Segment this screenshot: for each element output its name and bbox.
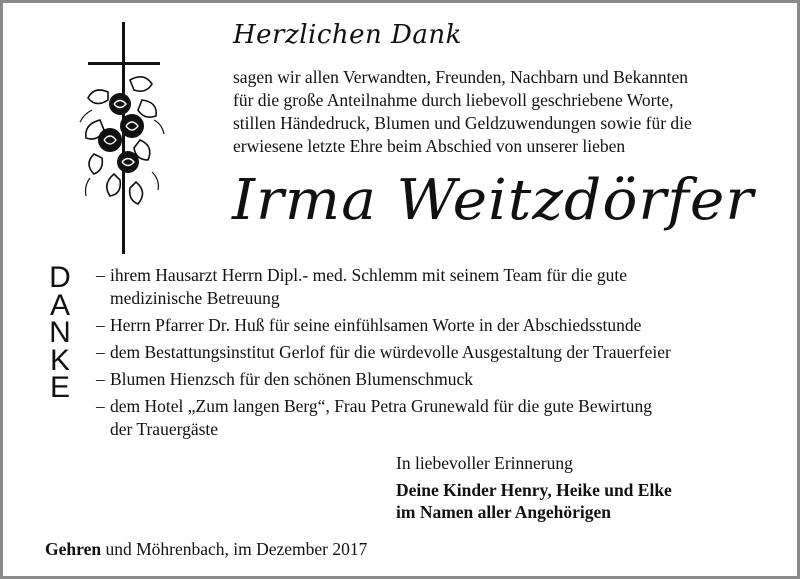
thanks-line: dem Bestattungsinstitut Gerlof für die würdevolle Ausgestaltung der Trauerfeier <box>110 342 671 362</box>
intro-line: für die große Anteilnahme durch liebevoll geschriebene Worte, <box>233 90 674 110</box>
dash: – <box>96 396 105 416</box>
dash: – <box>96 369 105 389</box>
footer-place-date <box>45 538 367 560</box>
danke-letter: A <box>49 288 70 322</box>
memory-line: In liebevoller Erinnerung <box>396 453 573 473</box>
thanks-line: der Trauergäste <box>110 419 219 439</box>
deceased-name: Irma Weitzdörfer <box>232 168 755 233</box>
danke-letter: K <box>49 343 70 377</box>
intro-text <box>233 66 763 158</box>
heading-thanks: Herzlichen Dank <box>233 20 462 50</box>
thanks-item <box>96 341 776 364</box>
dash: – <box>96 265 105 285</box>
danke-letter: E <box>49 371 70 404</box>
thanks-line: Herrn Pfarrer Dr. Huß für seine einfühlsamen Worte in der Abschiedsstunde <box>110 315 642 335</box>
intro-line: stillen Händedruck, Blumen und Geldzuwendungen sowie für die <box>233 113 692 133</box>
thanks-item <box>96 314 776 337</box>
footer-rest: und Möhrenbach, im Dezember 2017 <box>101 539 368 559</box>
thanks-item <box>96 395 776 441</box>
danke-vertical <box>44 261 76 404</box>
thanks-line: medizinische Betreuung <box>110 288 280 308</box>
thanks-line: Blumen Hienzsch für den schönen Blumenschmuck <box>110 369 474 389</box>
signer-line: Deine Kinder Henry, Heike und Elke <box>396 480 672 500</box>
cross-with-roses-icon <box>70 22 180 254</box>
danke-letter: N <box>49 316 71 349</box>
thanks-list <box>96 264 776 445</box>
danke-letter: D <box>49 261 71 294</box>
signers <box>396 479 672 523</box>
thanks-line: dem Hotel „Zum langen Berg“, Frau Petra Grunewald für die gute Bewirtung <box>110 396 653 416</box>
thanks-item <box>96 264 776 310</box>
intro-line: erwiesene letzte Ehre beim Abschied von unserer lieben <box>233 136 626 156</box>
signer-line: im Namen aller Angehörigen <box>396 502 612 522</box>
thanks-item <box>96 368 776 391</box>
footer-place: Gehren <box>45 539 102 559</box>
intro-line: sagen wir allen Verwandten, Freunden, Nachbarn und Bekannten <box>233 67 689 87</box>
dash: – <box>96 342 105 362</box>
dash: – <box>96 315 105 335</box>
thanks-line: ihrem Hausarzt Herrn Dipl.- med. Schlemm mit seinem Team für die gute <box>110 265 627 285</box>
